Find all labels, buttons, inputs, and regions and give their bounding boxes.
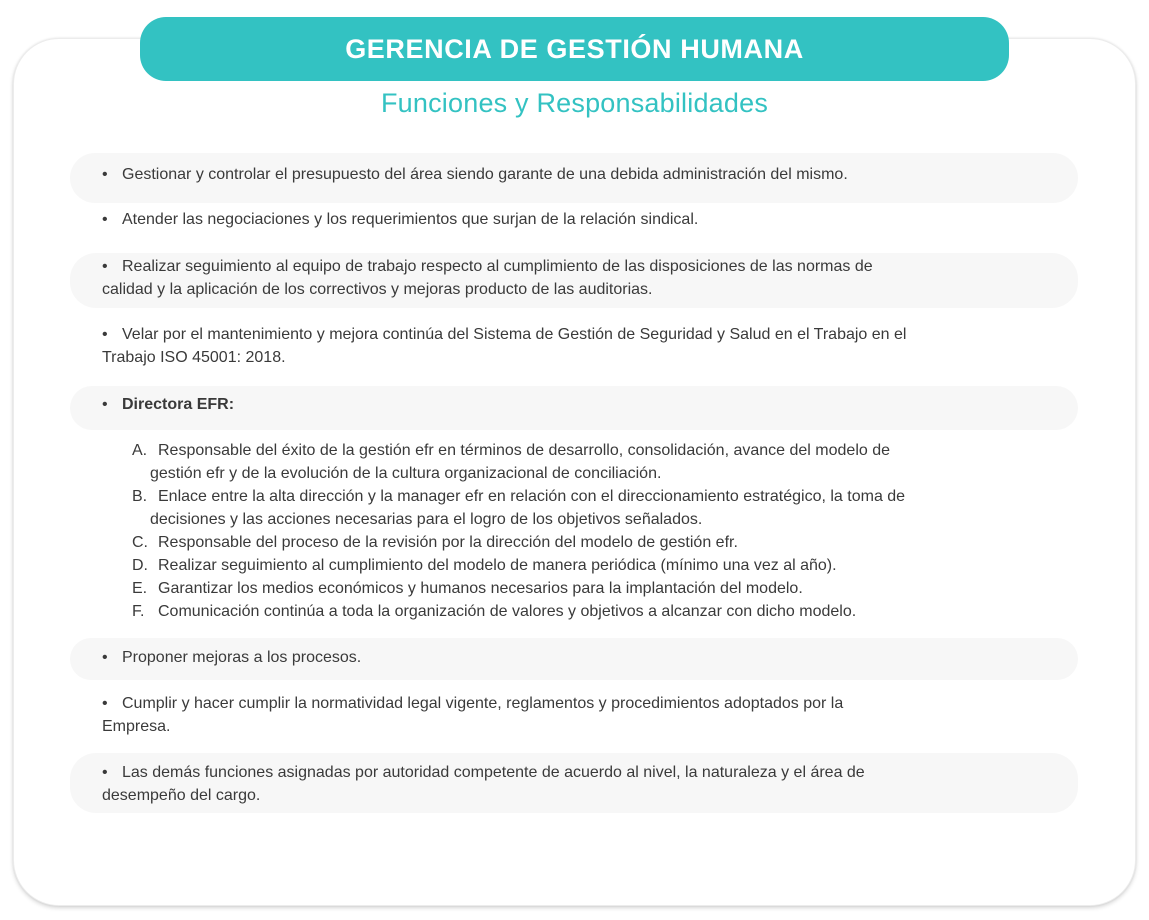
bullet: • [102, 258, 108, 275]
item-text: Realizar seguimiento al equipo de trabajo respecto al cumplimiento de las disposiciones de las normas de [122, 258, 873, 275]
sub-list-text: Responsable del éxito de la gestión efr en términos de desarrollo, consolidación, avance del modelo de [158, 442, 891, 459]
item-text-continuation: desempeño del cargo. [102, 787, 261, 804]
sub-list-text: Garantizar los medios económicos y humanos necesarios para la implantación del modelo. [158, 580, 803, 597]
sub-list-letter: E. [132, 580, 148, 597]
responsibility-item [70, 692, 1078, 740]
sub-list-text-continuation: gestión efr y de la evolución de la cultura organizacional de conciliación. [150, 465, 662, 482]
responsibility-item [70, 153, 1078, 203]
sub-list-letter: C. [132, 534, 148, 551]
sub-list-item [132, 531, 1062, 554]
page-title [140, 17, 1009, 81]
sub-list-text: Comunicación continúa a toda la organización de valores y objetivos a alcanzar con dicho modelo. [158, 603, 857, 620]
responsibility-item [70, 253, 1078, 308]
item-text: Gestionar y controlar el presupuesto del área siendo garante de una debida administración del mismo. [122, 166, 848, 183]
responsibility-item [70, 386, 1078, 430]
item-text: Las demás funciones asignadas por autoridad competente de acuerdo al nivel, la naturaleza y el área de [122, 764, 865, 781]
page-subtitle: Funciones y Responsabilidades [380, 88, 769, 118]
sub-list-item [132, 439, 1062, 485]
sub-list-item [132, 554, 1062, 577]
item-text-continuation: Empresa. [102, 718, 171, 735]
sub-list-item [132, 577, 1062, 600]
sub-list-text-continuation: decisiones y las acciones necesarias para el logro de los objetivos señalados. [150, 511, 703, 528]
bullet: • [102, 649, 108, 666]
bullet: • [102, 166, 108, 183]
responsibility-item [70, 208, 1078, 232]
page-title-text: GERENCIA DE GESTIÓN HUMANA [345, 33, 804, 64]
item-text-continuation: calidad y la aplicación de los correctivos y mejoras producto de las auditorias. [102, 281, 653, 298]
efr-sub-list [132, 439, 1062, 623]
bullet: • [102, 396, 108, 413]
item-text: Cumplir y hacer cumplir la normatividad legal vigente, reglamentos y procedimientos adoptados por la [122, 695, 844, 712]
responsibility-item [70, 638, 1078, 680]
sub-list-letter: F. [132, 603, 145, 620]
sub-list-letter: B. [132, 488, 148, 505]
item-text: Directora EFR: [122, 396, 235, 413]
item-text: Atender las negociaciones y los requerimientos que surjan de la relación sindical. [122, 211, 699, 228]
item-text: Proponer mejoras a los procesos. [122, 649, 362, 666]
sub-list-item [132, 485, 1062, 531]
bullet: • [102, 326, 108, 343]
item-text-continuation: Trabajo ISO 45001: 2018. [102, 349, 286, 366]
sub-list-text: Responsable del proceso de la revisión por la dirección del modelo de gestión efr. [158, 534, 738, 551]
bullet: • [102, 211, 108, 228]
bullet: • [102, 695, 108, 712]
sub-list-text: Enlace entre la alta dirección y la manager efr en relación con el direccionamiento estratégico, la toma de [158, 488, 906, 505]
responsibility-item [70, 323, 1078, 371]
sub-list-text: Realizar seguimiento al cumplimiento del modelo de manera periódica (mínimo una vez al año). [158, 557, 837, 574]
bullet: • [102, 764, 108, 781]
sub-list-letter: D. [132, 557, 148, 574]
item-text: Velar por el mantenimiento y mejora continúa del Sistema de Gestión de Seguridad y Salud en el Trabajo en el [122, 326, 907, 343]
responsibility-item [70, 753, 1078, 813]
sub-list-letter: A. [132, 442, 148, 459]
sub-list-item [132, 600, 1062, 623]
